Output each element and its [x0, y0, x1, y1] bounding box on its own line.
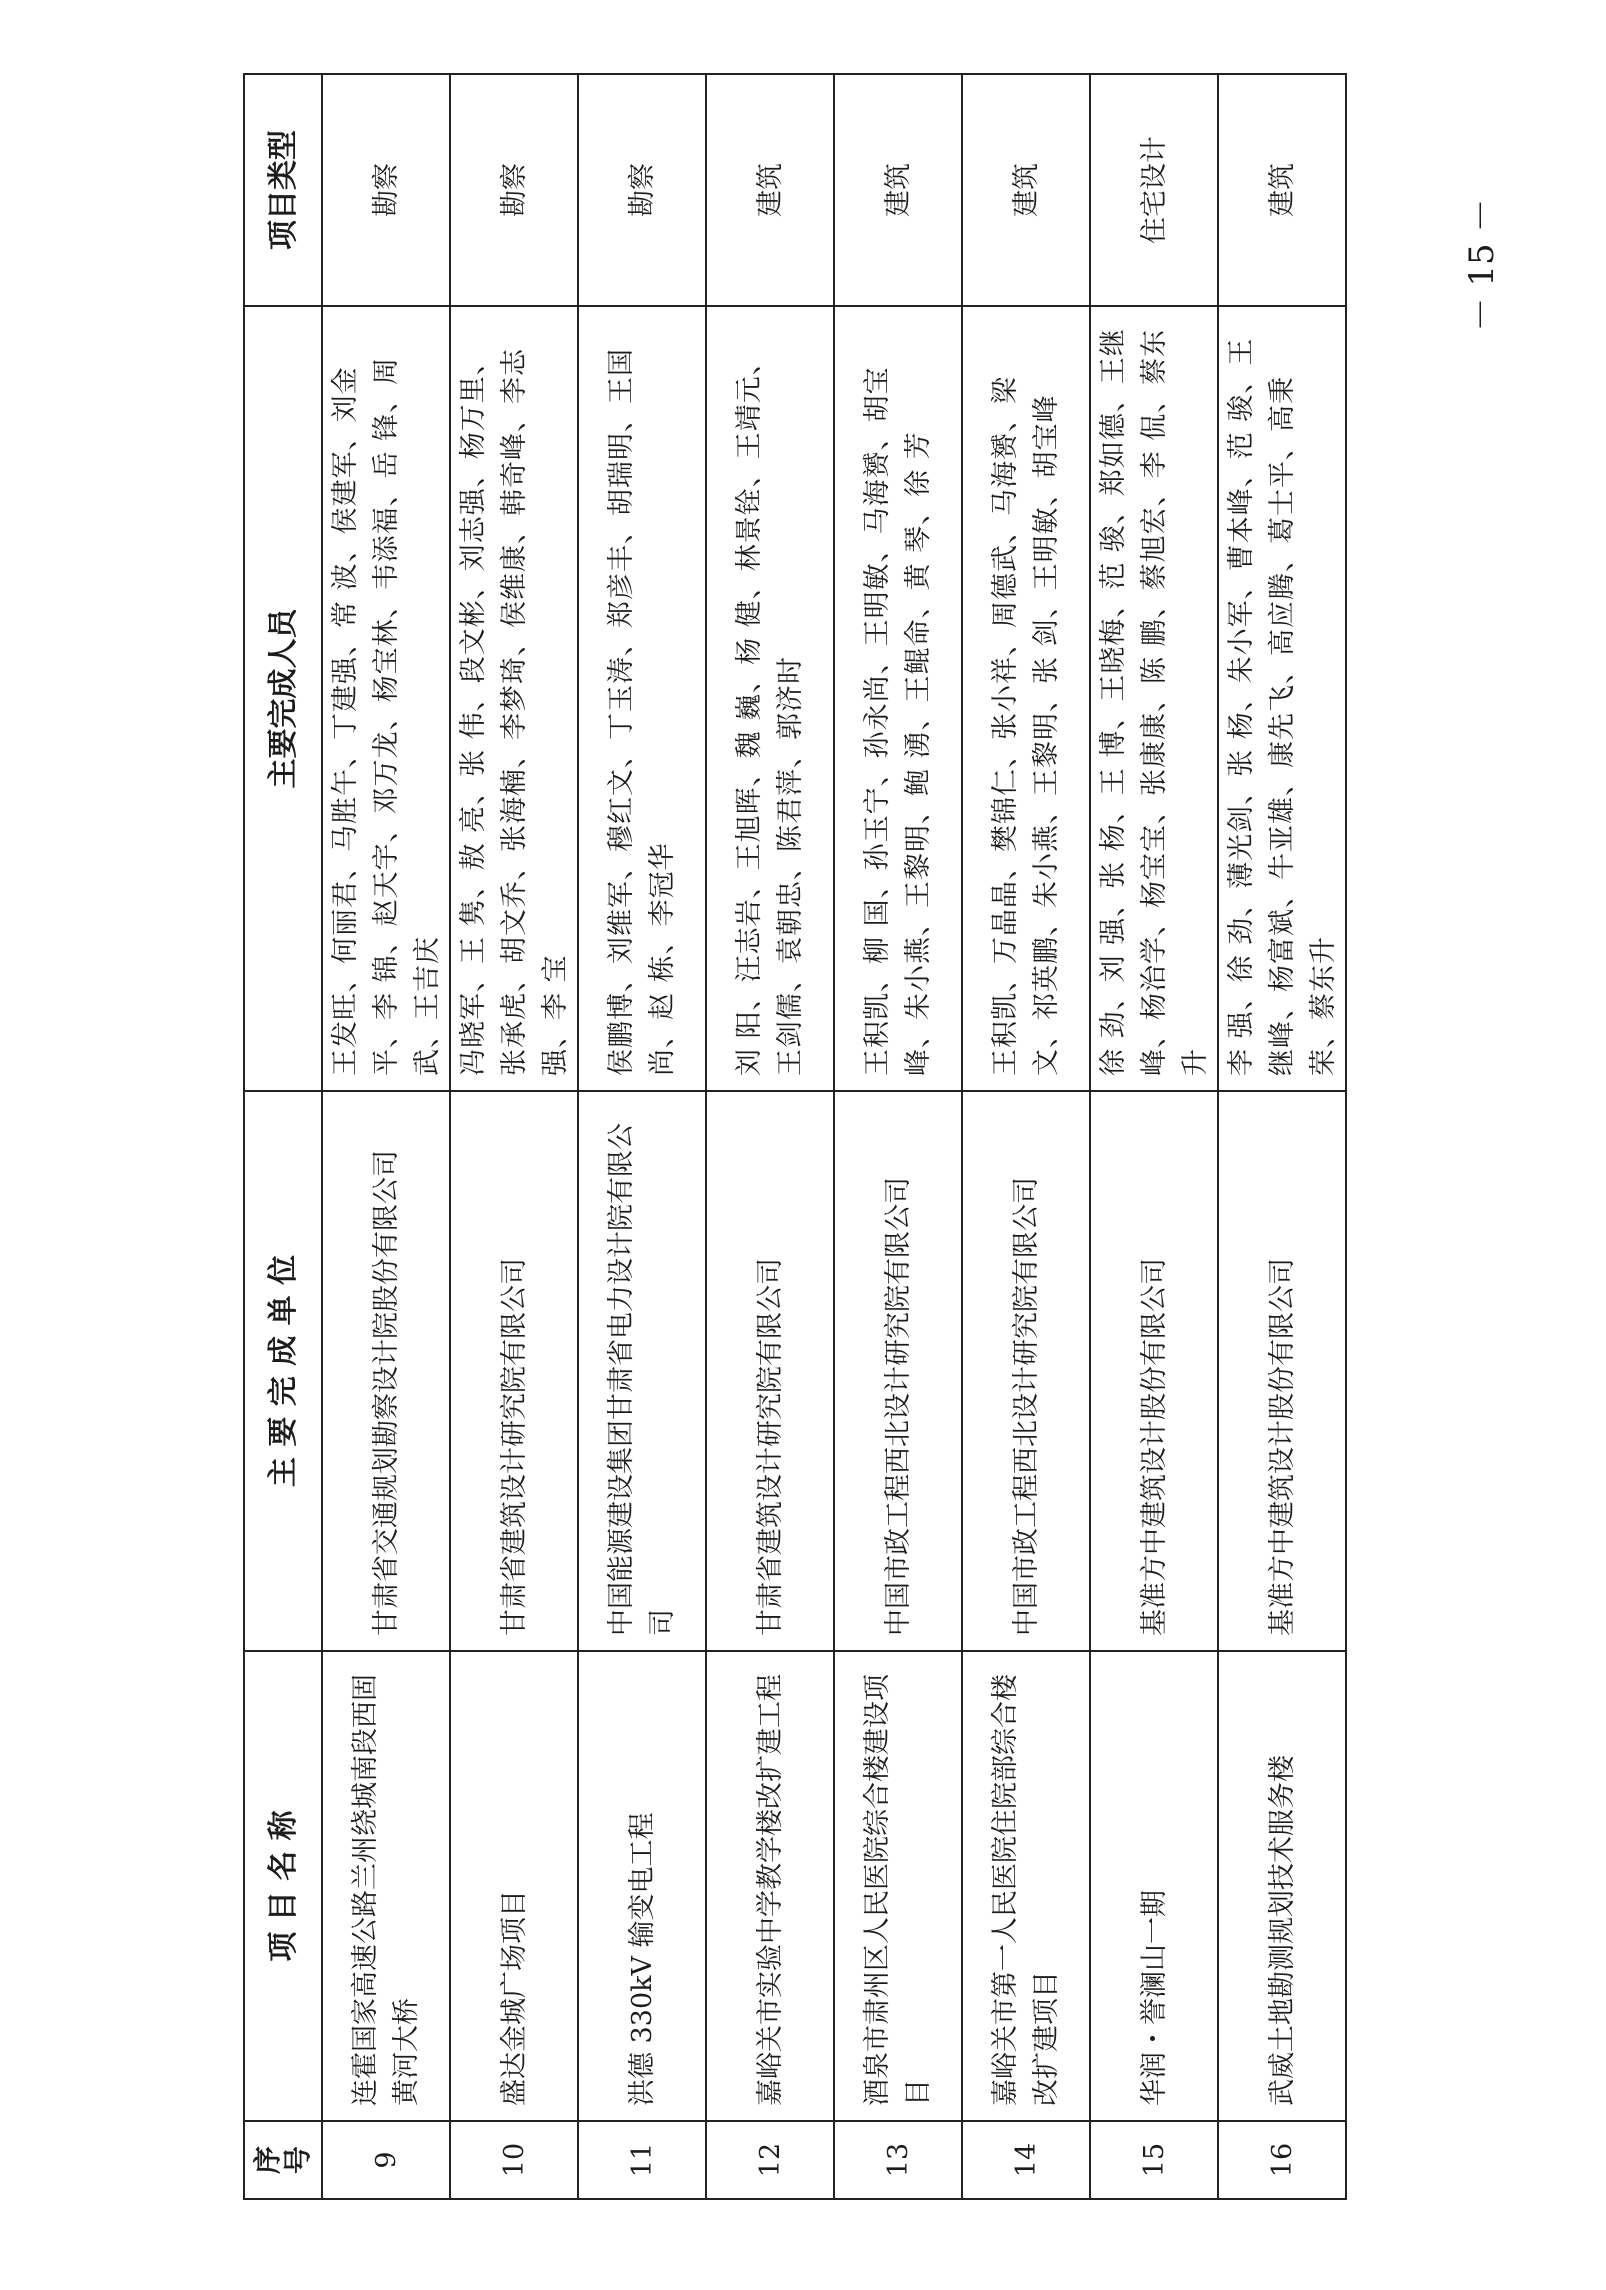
table-row — [834, 74, 962, 2199]
row-unit: 中国市政工程西北设计研究院有限公司 — [834, 1091, 962, 1651]
table-row — [450, 74, 578, 2199]
row-unit: 基准方中建筑设计股份有限公司 — [1218, 1091, 1346, 1651]
row-project-name: 酒泉市肃州区人民医院综合楼建设项目 — [834, 1651, 962, 2121]
row-seq: 9 — [322, 2121, 450, 2199]
row-unit: 甘肃省交通规划勘察设计院股份有限公司 — [322, 1091, 450, 1651]
row-unit: 中国市政工程西北设计研究院有限公司 — [962, 1091, 1090, 1651]
row-project-type: 勘察 — [322, 74, 450, 306]
row-project-name: 嘉峪关市第一人民医院住院部综合楼改扩建项目 — [962, 1651, 1090, 2121]
page-number: － 15 － — [1461, 198, 1502, 332]
row-unit: 甘肃省建筑设计研究院有限公司 — [706, 1091, 834, 1651]
table-row — [578, 74, 706, 2199]
row-people: 刘 阳、汪志岩、王旭晖、魏 巍、杨 健、林景铨、王靖元、王剑儒、袁朝忠、陈君萍、郭济时 — [706, 306, 834, 1091]
projects-table — [243, 73, 1347, 2200]
row-seq: 13 — [834, 2121, 962, 2199]
row-seq: 12 — [706, 2121, 834, 2199]
row-project-type: 住宅设计 — [1090, 74, 1218, 306]
row-project-name: 武威土地勘测规划技术服务楼 — [1218, 1651, 1346, 2121]
row-seq: 10 — [450, 2121, 578, 2199]
table-row — [962, 74, 1090, 2199]
row-project-type: 勘察 — [450, 74, 578, 306]
table-header-row — [244, 74, 322, 2199]
table-row — [322, 74, 450, 2199]
row-people: 王发旺、何丽君、马胜午、丁建强、常 波、侯建军、刘金平、李 锦、赵天宇、邓万龙、杨宝林、韦添福、岳 锋、周 武、王吉庆 — [322, 306, 450, 1091]
row-unit: 基准方中建筑设计股份有限公司 — [1090, 1091, 1218, 1651]
row-project-type: 勘察 — [578, 74, 706, 306]
rotated-table-container — [243, 75, 1344, 2200]
row-unit: 中国能源建设集团甘肃省电力设计院有限公司 — [578, 1091, 706, 1651]
header-project-type: 项目类型 — [244, 74, 322, 306]
row-project-name: 华润・誉澜山一期 — [1090, 1651, 1218, 2121]
row-people: 王积凯、柳 国、孙玉宁、孙永尚、王明敏、马海赟、胡宝峰、朱小燕、王黎明、鲍 湧、王鲲命、黄 琴、徐 芳 — [834, 306, 962, 1091]
table-row — [706, 74, 834, 2199]
row-project-name: 连霍国家高速公路兰州绕城南段西固黄河大桥 — [322, 1651, 450, 2121]
header-people: 主要完成人员 — [244, 306, 322, 1091]
row-project-type: 建筑 — [1218, 74, 1346, 306]
row-seq: 16 — [1218, 2121, 1346, 2199]
row-people: 侯鹏博、刘维军、穆红文、丁玉涛、郑彦丰、胡瑞明、王国尚、赵 栋、李冠华 — [578, 306, 706, 1091]
row-people: 王积凯、万晶晶、樊锦仁、张小祥、周德武、马海赟、梁 文、祁英鹏、朱小燕、王黎明、张 剑、王明敏、胡宝峰 — [962, 306, 1090, 1091]
table-row — [1090, 74, 1218, 2199]
row-people: 冯晓军、王 隽、敖 亮、张 伟、段文彬、刘志强、杨万里、张承虎、胡文乔、张海楠、李梦琦、侯维康、韩奇峰、李志强、李 宝 — [450, 306, 578, 1091]
row-seq: 15 — [1090, 2121, 1218, 2199]
row-seq: 14 — [962, 2121, 1090, 2199]
row-project-name: 洪德 330kV 输变电工程 — [578, 1651, 706, 2121]
header-seq: 序号 — [244, 2121, 322, 2199]
row-project-name: 盛达金城广场项目 — [450, 1651, 578, 2121]
row-project-name: 嘉峪关市实验中学教学楼改扩建工程 — [706, 1651, 834, 2121]
row-seq: 11 — [578, 2121, 706, 2199]
row-project-type: 建筑 — [706, 74, 834, 306]
row-project-type: 建筑 — [962, 74, 1090, 306]
row-unit: 甘肃省建筑设计研究院有限公司 — [450, 1091, 578, 1651]
header-unit: 主 要 完 成 单 位 — [244, 1091, 322, 1651]
table-row — [1218, 74, 1346, 2199]
row-people: 徐 劲、刘 强、张 杨、王 博、王晓梅、范 骏、郑如德、王继峰、杨治学、杨宝宝、张康康、陈 鹏、蔡旭宏、李 侃、蔡东升 — [1090, 306, 1218, 1091]
header-project-name: 项 目 名 称 — [244, 1651, 322, 2121]
row-people: 李 强、徐 劲、薄光剑、张 杨、朱小军、曹本峰、范 骏、王继峰、杨富斌、牛亚雄、康先飞、高应腾、葛士平、高秉荣、蔡东升 — [1218, 306, 1346, 1091]
row-project-type: 建筑 — [834, 74, 962, 306]
